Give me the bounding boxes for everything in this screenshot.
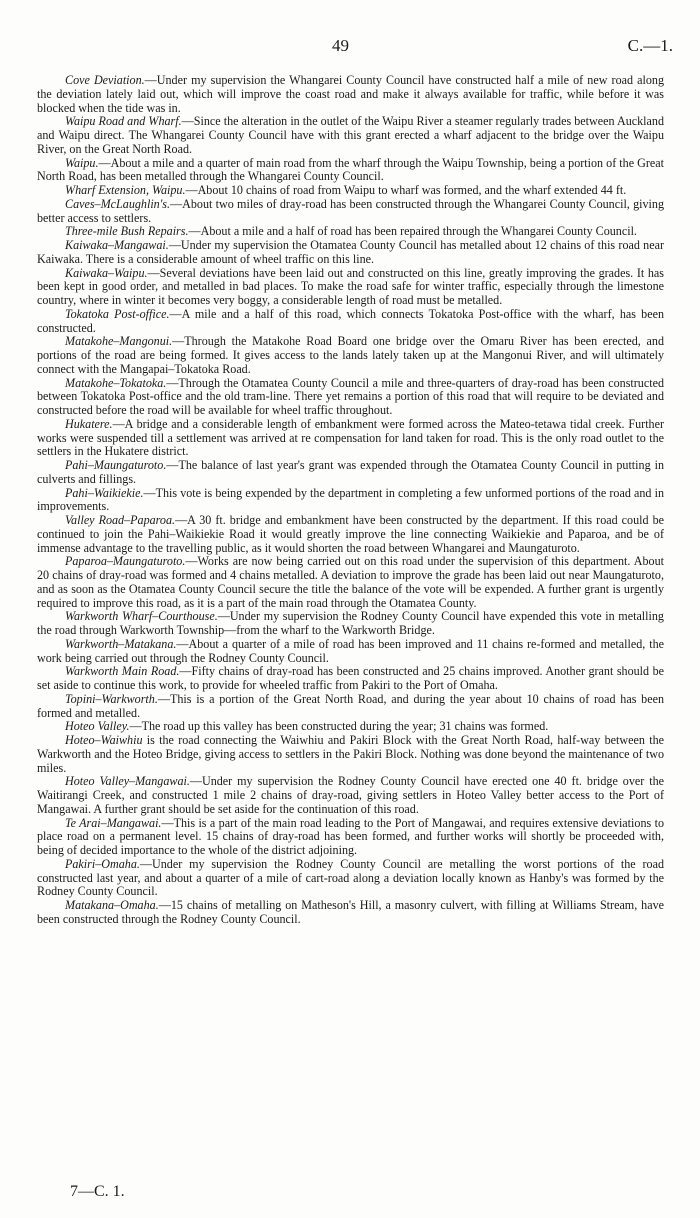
paragraph-title: Warkworth Main Road.: [65, 664, 180, 679]
paragraph: [37, 775, 664, 816]
paragraph-title: Hoteo Valley.: [65, 719, 130, 734]
paragraph: [37, 817, 664, 858]
paragraph-title: Warkworth–Matakana.: [65, 636, 177, 651]
paragraph: [37, 115, 664, 156]
paragraph: [37, 858, 664, 899]
paragraph-title: Valley Road–Paparoa.: [65, 513, 176, 527]
paragraph: [37, 610, 664, 638]
paragraph: [37, 734, 664, 775]
paragraph-title: Te Arai–Mangawai.: [65, 815, 162, 830]
paragraph-title: Matakana–Omaha.: [65, 898, 159, 912]
paragraph-title: Warkworth Wharf–Courthouse.: [65, 609, 218, 624]
paragraph-text: —This is a portion of the Great North Road, and during the year about 10 chains of road has been formed and metalled.: [37, 691, 664, 720]
paragraph-title: Waipu Road and Wharf.: [65, 114, 182, 129]
paragraph: [37, 184, 664, 198]
paragraph: [37, 555, 664, 610]
paragraph-text: —Under my supervision the Rodney County Council are metalling the worst portions of the road constructed last year, and about a quarter of a mile of cart-road along a deviation locally known as Hanby's was formed by the Rodney County Council.: [37, 856, 664, 899]
paragraph-text: —Under my supervision the Rodney County Council have erected one 40 ft. bridge over the Waitirangi Creek, and constructed 1 mile 2 chains of dray-road, giving settlers in Hoteo Valley better access to the Port of Mangawai. A further grant should be set aside for the continuation of this road.: [37, 774, 664, 816]
paragraph-title: Three-mile Bush Repairs.: [65, 224, 189, 239]
paragraph-text: —This is a part of the main road leading to the Port of Mangawai, and requires extensive deviations to place road on a permanent level. 15 chains of dray-road has been formed, and further works will shortly be proceeded with, being of decided importance to the whole of the district adjoining.: [37, 815, 664, 857]
paragraph-text: —About a quarter of a mile of road has been improved and 11 chains re-formed and metalled, the work being carried out through the Rodney County Council.: [37, 636, 664, 665]
paragraph: [37, 74, 664, 115]
paragraph: [37, 267, 664, 308]
paragraph-title: Hukatere.: [65, 416, 113, 431]
paragraph-text: —Since the alteration in the outlet of the Waipu River a steamer regularly trades between Auckland and Waipu direct. The Whangarei County Council have with this grant erected a wharf adjacent to the bridge over the Waipu River, on the Great North Road.: [37, 114, 664, 156]
paragraph-text: —A 30 ft. bridge and embankment have been constructed by the department. If this road could be continued to join the Pahi–Waikiekie Road it would greatly improve the line connecting Waikiekie and Paparoa, and be of immense advantage to the travelling public, as it would shorten the road between Whangarei and Maungaturoto.: [37, 513, 664, 555]
paragraph-text: —Works are now being carried out on this road under the supervision of this department. About 20 chains of dray-road was formed and 4 chains metalled. A deviation to improve the grade has been laid out near Maungaturoto, and as soon as the Otamatea County Council secure the title the balance of the vote will be expended. A further grant is urgently required to improve this road, as it is a part of the main road through the Otamatea County.: [37, 554, 664, 610]
paragraph-title: Kaiwaka–Waipu.: [65, 265, 148, 280]
paragraph: [37, 487, 664, 515]
paragraph-title: Matakohe–Mangonui.: [65, 334, 173, 349]
paragraph-text: —Fifty chains of dray-road has been constructed and 25 chains improved. Another grant should be set aside to continue this work, to provide for wheeled traffic from Pakiri to the Port of Omaha.: [37, 664, 665, 692]
paragraph-title: Waipu.: [65, 155, 99, 170]
paragraph-title: Tokatoka Post-office.: [65, 306, 170, 321]
paragraph-text: —Under my supervision the Rodney County Council have expended this vote in metalling the road through Warkworth Township—from the wharf to the Warkworth Bridge.: [37, 609, 664, 637]
paragraph-text: —The balance of last year's grant was expended through the Otamatea County Council in putting in culverts and fillings.: [37, 458, 664, 486]
paragraph: [37, 514, 664, 555]
paragraph-text: —15 chains of metalling on Matheson's Hill, a masonry culvert, with filling at Williams Stream, have been constructed through the Rodney County Council.: [37, 898, 664, 926]
paragraph-title: Pahi–Waikiekie.: [65, 485, 144, 500]
paragraph-text: —A bridge and a considerable length of embankment were formed across the Mateo-tetawa tidal creek. Further works were suspended till a settlement was arrived at re compensation for land taken for road. This is the only road outlet to the settlers in the Hukatere district.: [37, 416, 664, 459]
paragraph: [37, 239, 664, 267]
paragraph-text: is the road connecting the Waiwhiu and Pakiri Block with the Great North Road, half-way between the Warkworth and the Hoteo Bridge, giving access to settlers in the Pakiri Block. Nothing was done beyond the maintenance of two miles.: [37, 733, 664, 775]
paragraph: [37, 157, 664, 185]
paragraph-text: —Several deviations have been laid out and constructed on this line, greatly improving the grades. It has been kept in good order, and metalled in bad places. To make the road safe for winter traffic, especially through the limestone country, where in winter it becomes very boggy, a considerable length of road must be metalled.: [37, 265, 664, 307]
paragraph-title: Wharf Extension, Waipu.: [65, 183, 186, 197]
paragraph: [37, 899, 664, 927]
paragraph-title: Caves–McLaughlin's.: [65, 196, 171, 211]
paragraph: [37, 335, 664, 376]
page-number: 49: [332, 36, 349, 55]
paragraph-text: —Under my supervision the Whangarei County Council have constructed half a mile of new road along the deviation lately laid out, which will improve the coast road and make it always available for traffic, while before it was blocked when the tide was in.: [37, 73, 664, 115]
paragraph-text: —About a mile and a half of road has been repaired through the Whangarei County Council.: [188, 224, 637, 239]
paragraph-title: Pakiri–Omaha.: [65, 856, 140, 871]
paragraph: [37, 225, 664, 239]
paragraph-text: —This vote is being expended by the department in completing a few unformed portions of the road and in improvements.: [37, 485, 664, 514]
paragraph-text: —The road up this valley has been constructed during the year; 31 chains was formed.: [129, 719, 549, 734]
paragraph: [37, 377, 664, 418]
paragraph-text: —About 10 chains of road from Waipu to wharf was formed, and the wharf extended 44 ft.: [185, 183, 627, 197]
paragraph-text: —Through the Otamatea County Council a mile and three-quarters of dray-road has been constructed between Tokatoka Post-office and the old tram-line. There yet remains a portion of this road that will require to be deviated and constructed before the road will be available for wheel traffic throughout.: [37, 375, 664, 417]
document-reference: C.—1.: [627, 36, 673, 55]
paragraph-text: —A mile and a half of this road, which connects Tokatoka Post-office with the wharf, has been constructed.: [37, 306, 664, 335]
document-body: [37, 74, 664, 927]
paragraph: [37, 198, 664, 226]
paragraph-title: Topini–Warkworth.: [65, 691, 158, 706]
paragraph: [37, 720, 664, 734]
paragraph: [37, 418, 664, 459]
paragraph-title: Kaiwaka–Mangawai.: [65, 238, 169, 252]
paragraph: [37, 308, 664, 336]
sheet-signature: 7—C. 1.: [70, 1183, 125, 1200]
paragraph: [37, 693, 664, 721]
paragraph-text: —About a mile and a quarter of main road from the wharf through the Waipu Township, being a portion of the Great North Road, has been metalled through the Whangarei County Council.: [37, 155, 664, 184]
paragraph-title: Paparoa–Maungaturoto.: [65, 554, 186, 569]
page-header: [0, 36, 700, 60]
paragraph: [37, 665, 664, 693]
paragraph-title: Matakohe–Tokatoka.: [65, 375, 167, 390]
paragraph-title: Hoteo Valley–Mangawai.: [65, 774, 190, 789]
paragraph-text: —About two miles of dray-road has been constructed through the Whangarei County Council, giving better access to settlers.: [37, 196, 664, 225]
paragraph-text: —Under my supervision the Otamatea County Council has metalled about 12 chains of this road near Kaiwaka. There is a considerable amount of wheel traffic on this line.: [37, 238, 664, 266]
paragraph: [37, 638, 664, 666]
paragraph-title: Pahi–Maungaturoto.: [65, 458, 167, 472]
paragraph-text: —Through the Matakohe Road Board one bridge over the Omaru River has been erected, and portions of the road are being formed. It gives access to the lands lately taken up at the Mangonui River, and will ultimately connect with the Mangapai–Tokatoka Road.: [37, 334, 664, 376]
paragraph-title: Cove Deviation.: [65, 73, 145, 87]
paragraph: [37, 459, 664, 487]
paragraph-title: Hoteo–Waiwhiu: [65, 733, 143, 747]
